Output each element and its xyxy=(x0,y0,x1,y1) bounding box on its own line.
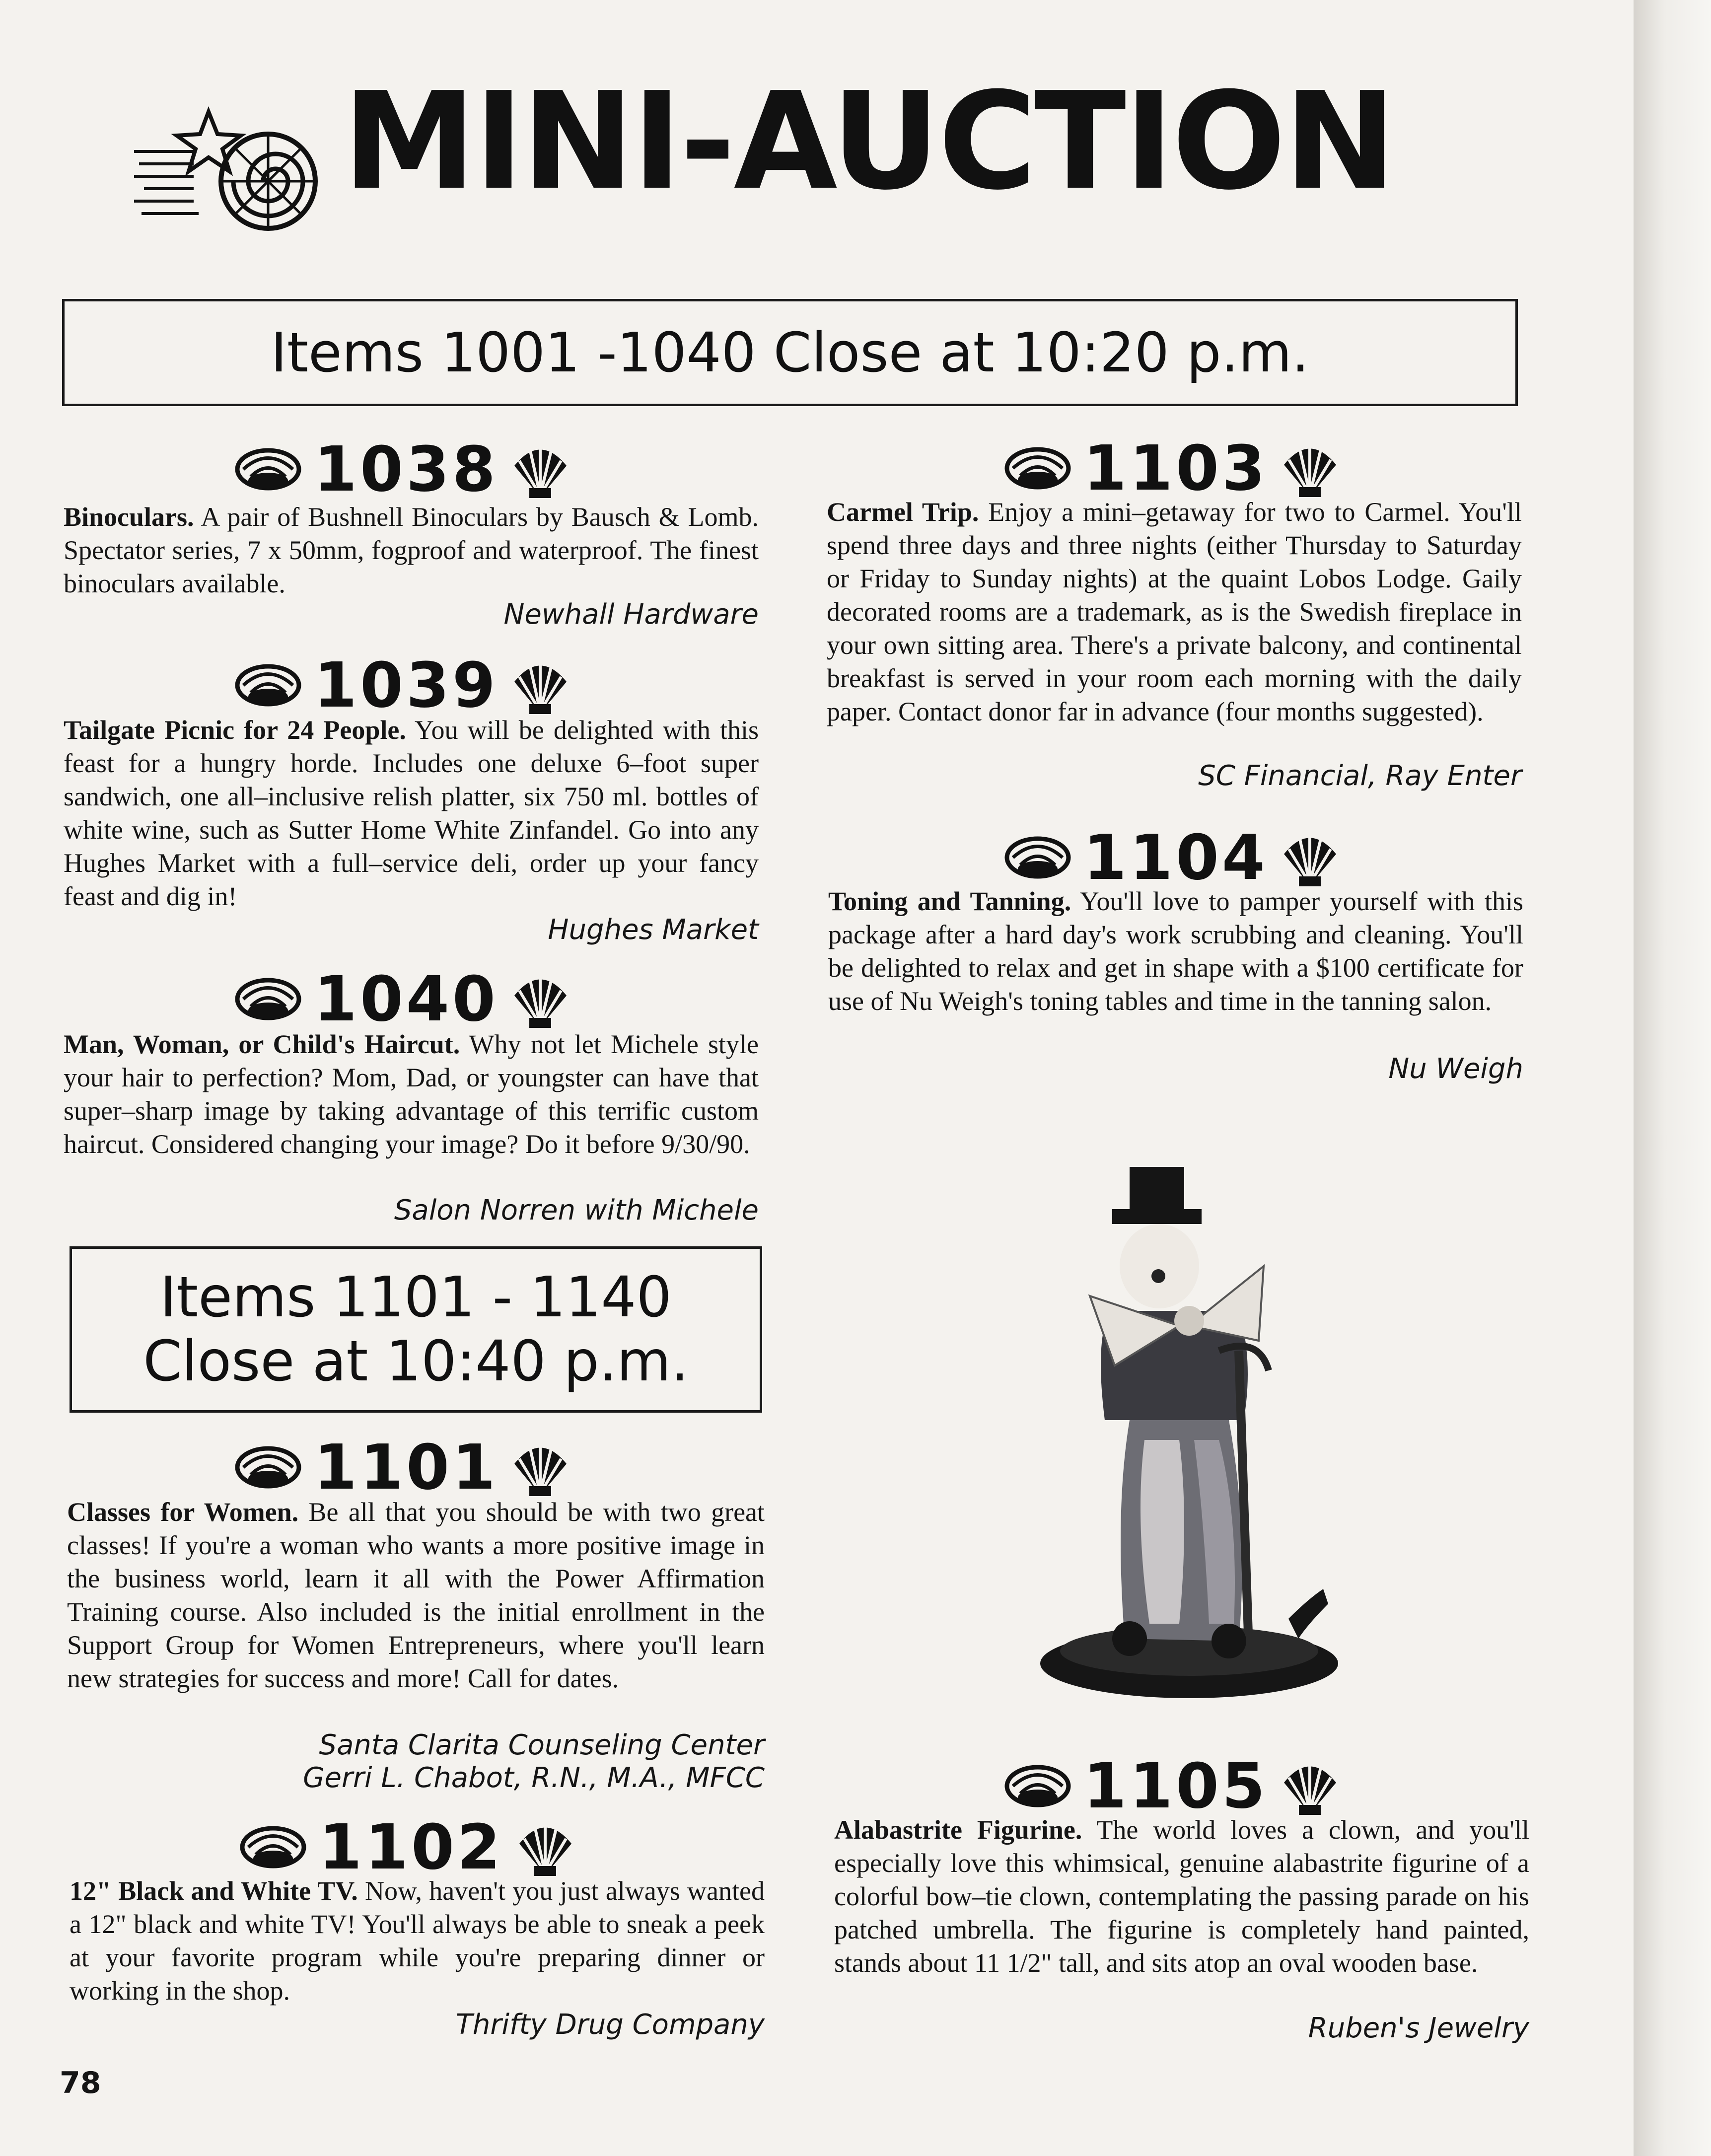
item-1039-description xyxy=(64,714,759,913)
clown-figurine-image xyxy=(1030,1162,1348,1703)
item-1102-description xyxy=(70,1874,765,2008)
item-1101-description xyxy=(67,1496,765,1695)
clam-shell-icon xyxy=(233,658,303,713)
item-1103-donor: SC Financial, Ray Enter xyxy=(1198,760,1522,792)
clam-shell-icon xyxy=(238,1820,308,1874)
item-1038-description xyxy=(64,501,759,600)
item-text: The world loves a clown, and you'll especially love this whimsical, genuine alabastrite figurine of a colorful bow–tie clown, contemplating the passing parade on his patched umbrella. The figurine is completely hand painted, stands about 11 1/2" tall, and sits atop an oval wooden base. xyxy=(834,1815,1529,1978)
item-text: Now, haven't you just always wanted a 12" black and white TV! You'll always be able to sneak a peek at your favorite program while you're preparing dinner or working in the shop. xyxy=(70,1876,765,2006)
donor-line-1: Santa Clarita Counseling Center xyxy=(319,1729,765,1761)
item-1040-header xyxy=(233,962,571,1036)
item-number: 1040 xyxy=(314,963,499,1035)
scallop-shell-icon xyxy=(509,438,571,501)
scallop-shell-icon xyxy=(1279,1755,1341,1817)
scallop-shell-icon xyxy=(509,654,571,717)
item-1104-donor: Nu Weigh xyxy=(1388,1053,1523,1085)
closing-banner-1101-1140 xyxy=(70,1246,762,1413)
starfish-shell-logo-icon xyxy=(134,97,333,236)
item-name: Toning and Tanning. xyxy=(828,886,1071,916)
item-1039-header xyxy=(233,648,571,722)
item-1101-donor xyxy=(67,1729,765,1795)
item-text: You'll love to pamper yourself with this package after a hard day's work scrubbing and cleaning. You'll be delighted to relax and get in shape with a $100 certificate for use of Nu Weigh's toning tables and time in the tanning salon. xyxy=(828,886,1523,1016)
item-1103-description xyxy=(827,496,1522,728)
item-text: Enjoy a mini–getaway for two to Carmel. You'll spend three days and three nights (either Thursday to Saturday or Friday to Sunday nights) at the quaint Lobos Lodge. Gaily decorated rooms are a trademark, as is the Swedish fireplace in your own sitting area. There's a private balcony, and continental breakfast is served in your room each morning with the daily paper. Contact donor far in advance (four months suggested). xyxy=(827,497,1522,726)
item-name: 12" Black and White TV. xyxy=(70,1876,358,1906)
clam-shell-icon xyxy=(1003,441,1072,496)
item-number: 1104 xyxy=(1083,821,1268,894)
item-1105-description xyxy=(834,1813,1529,1980)
closing-banner-line1: Items 1101 - 1140 xyxy=(160,1265,672,1330)
clam-shell-icon xyxy=(233,1440,303,1495)
item-1102-header xyxy=(238,1810,576,1884)
item-number: 1038 xyxy=(314,433,499,505)
item-name: Carmel Trip. xyxy=(827,497,979,527)
item-name: Binoculars. xyxy=(64,502,194,532)
closing-banner-text: Items 1001 -1040 Close at 10:20 p.m. xyxy=(271,321,1309,384)
page-title: MINI-AUCTION xyxy=(343,63,1394,219)
item-name: Tailgate Picnic for 24 People. xyxy=(64,715,406,745)
page-number: 78 xyxy=(60,2066,101,2100)
donor-line-2: Gerri L. Chabot, R.N., M.A., MFCC xyxy=(303,1762,765,1794)
clam-shell-icon xyxy=(233,972,303,1026)
item-1103-header xyxy=(1003,431,1341,505)
scallop-shell-icon xyxy=(509,968,571,1030)
item-text: You will be delighted with this feast for a hungry horde. Includes one deluxe 6–foot super sandwich, one all–inclusive relish platter, six 750 ml. bottles of white wine, such as Sutter Home White Zinfandel. Go into any Hughes Market with a full–service deli, order up your fancy feast and dig in! xyxy=(64,715,759,911)
item-number: 1105 xyxy=(1083,1750,1268,1822)
item-name: Classes for Women. xyxy=(67,1497,299,1527)
item-1105-donor: Ruben's Jewelry xyxy=(1308,2012,1529,2044)
scallop-shell-icon xyxy=(509,1437,571,1499)
item-1039-donor: Hughes Market xyxy=(548,914,759,946)
item-1101-header xyxy=(233,1430,571,1505)
clam-shell-icon xyxy=(1003,830,1072,885)
item-number: 1103 xyxy=(1083,432,1268,504)
closing-banner-1001-1040 xyxy=(62,299,1518,406)
page-gutter xyxy=(1634,0,1711,2156)
item-number: 1102 xyxy=(319,1811,503,1883)
item-1040-donor: Salon Norren with Michele xyxy=(394,1194,759,1226)
item-1105-header xyxy=(1003,1749,1341,1823)
scallop-shell-icon xyxy=(1279,437,1341,500)
item-name: Alabastrite Figurine. xyxy=(834,1815,1082,1845)
item-text: Be all that you should be with two great classes! If you're a woman who wants a more positive image in the business world, learn it all with the Power Affirmation Training course. Also included is the initial enrollment in the Support Group for Women Entrepreneurs, where you'll learn new strategies for success and more! Call for dates. xyxy=(67,1497,765,1693)
closing-banner-line2: Close at 10:40 p.m. xyxy=(143,1329,689,1394)
item-1104-header xyxy=(1003,820,1341,895)
item-1104-description xyxy=(828,885,1523,1018)
item-1040-description xyxy=(64,1028,759,1161)
item-text: Why not let Michele style your hair to perfection? Mom, Dad, or youngster can have that super–sharp image by taking advantage of this terrific custom haircut. Considered changing your image? Do it before 9/30/90. xyxy=(64,1029,759,1159)
item-name: Man, Woman, or Child's Haircut. xyxy=(64,1029,460,1059)
clam-shell-icon xyxy=(1003,1759,1072,1813)
item-1038-header xyxy=(233,432,571,506)
scallop-shell-icon xyxy=(1279,827,1341,889)
item-number: 1101 xyxy=(314,1431,499,1504)
clam-shell-icon xyxy=(233,442,303,497)
item-number: 1039 xyxy=(314,649,499,721)
scallop-shell-icon xyxy=(514,1816,576,1878)
item-1038-donor: Newhall Hardware xyxy=(503,598,759,631)
item-1102-donor: Thrifty Drug Company xyxy=(455,2009,765,2041)
item-text: A pair of Bushnell Binoculars by Bausch & Lomb. Spectator series, 7 x 50mm, fogproof and waterproof. The finest binoculars available. xyxy=(64,502,759,598)
